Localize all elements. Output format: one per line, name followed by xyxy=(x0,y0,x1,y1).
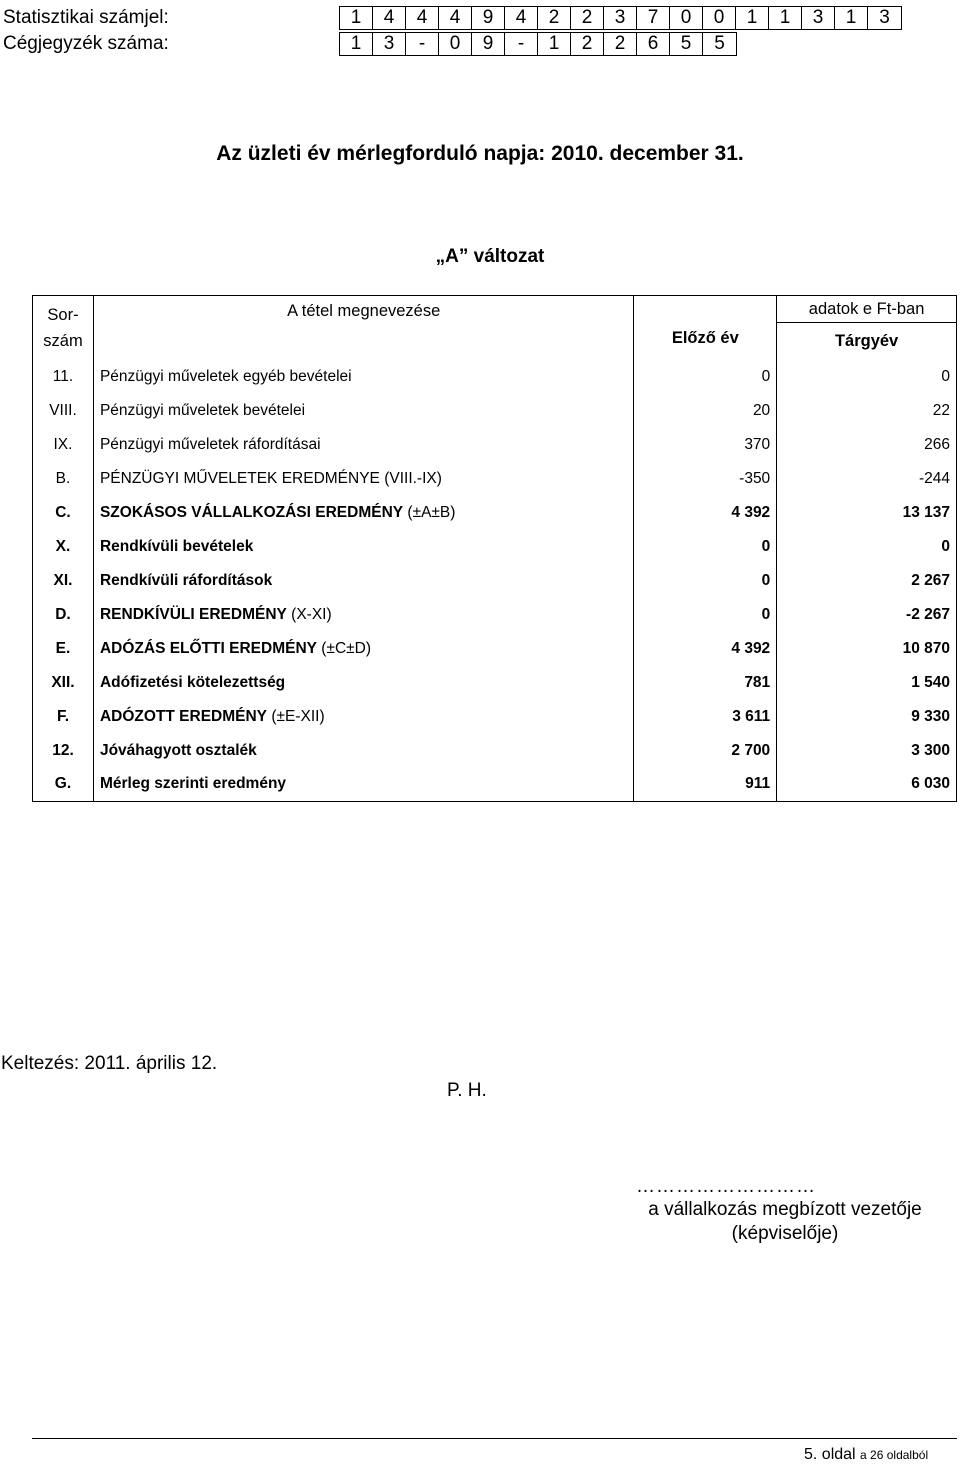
row-name-text: RENDKÍVÜLI EREDMÉNY xyxy=(99,605,287,623)
row-current-year: 13 137 xyxy=(777,496,957,530)
row-code: D. xyxy=(33,598,94,632)
row-name-text: Adófizetési kötelezettség xyxy=(99,673,286,691)
row-code: 12. xyxy=(33,734,94,768)
row-name xyxy=(93,700,633,734)
stat-digit-cell: 9 xyxy=(472,7,505,29)
row-previous-year: 20 xyxy=(634,394,777,428)
row-name xyxy=(93,768,633,802)
row-current-year: 6 030 xyxy=(777,768,957,802)
ceg-label: Cégjegyzék száma: xyxy=(3,33,169,54)
ceg-digit-cell: - xyxy=(505,33,538,55)
row-previous-year: 0 xyxy=(634,598,777,632)
table-row xyxy=(33,564,957,598)
table-row xyxy=(33,700,957,734)
row-previous-year: -350 xyxy=(634,462,777,496)
row-name-text: Pénzügyi műveletek egyéb bevételei xyxy=(99,367,352,385)
ceg-digit-cell: 2 xyxy=(604,33,637,55)
stamp-placeholder: P. H. xyxy=(447,1080,487,1101)
ceg-digit-cell: 5 xyxy=(670,33,703,55)
table-row xyxy=(33,462,957,496)
stat-digit-cell: 7 xyxy=(637,7,670,29)
row-previous-year: 2 700 xyxy=(634,734,777,768)
row-current-year: 1 540 xyxy=(777,666,957,700)
signature-dots: ……………………… xyxy=(636,1176,816,1197)
stat-digit-cell: 1 xyxy=(835,7,868,29)
row-code: 11. xyxy=(33,360,94,394)
row-previous-year: 3 611 xyxy=(634,700,777,734)
row-current-year: 0 xyxy=(777,530,957,564)
table-row xyxy=(33,360,957,394)
stat-digit-cell: 4 xyxy=(505,7,538,29)
header-sor: Sor- xyxy=(47,305,79,324)
row-current-year: 2 267 xyxy=(777,564,957,598)
row-name-text: SZOKÁSOS VÁLLALKOZÁSI EREDMÉNY xyxy=(99,503,404,521)
table-row xyxy=(33,428,957,462)
stat-digit-cell: 4 xyxy=(439,7,472,29)
stat-digit-cell: 1 xyxy=(736,7,769,29)
row-name-text: ADÓZÁS ELŐTTI EREDMÉNY xyxy=(99,639,317,657)
row-name-text: Jóváhagyott osztalék xyxy=(99,741,257,759)
table-row xyxy=(33,496,957,530)
row-name xyxy=(93,666,633,700)
ceg-digit-cell: 5 xyxy=(714,33,725,54)
stat-digit-cell: 2 xyxy=(571,7,604,29)
ceg-number-grid xyxy=(339,32,737,56)
stat-digit-cell: 4 xyxy=(373,7,406,29)
row-previous-year: 0 xyxy=(634,564,777,598)
row-previous-year: 370 xyxy=(634,428,777,462)
row-name-formula: (±E-XII) xyxy=(271,707,325,725)
row-code: VIII. xyxy=(33,394,94,428)
header-szam: szám xyxy=(43,331,83,350)
row-current-year: 266 xyxy=(777,428,957,462)
row-name-formula: (±C±D) xyxy=(321,639,372,657)
row-code: E. xyxy=(33,632,94,666)
ceg-digit-cell: 3 xyxy=(373,33,406,55)
header-item-name: A tétel megnevezése xyxy=(93,296,633,360)
row-name-text: Rendkívüli bevételek xyxy=(99,537,254,555)
row-name xyxy=(93,360,633,394)
header-previous-year: Előző év xyxy=(634,296,777,360)
row-name-formula: (VIII.-IX) xyxy=(384,469,442,487)
stat-label: Statisztikai számjel: xyxy=(3,7,169,28)
row-code: B. xyxy=(33,462,94,496)
row-name-formula: (X-XI) xyxy=(291,605,332,623)
page-number xyxy=(804,1446,928,1464)
row-current-year: -244 xyxy=(777,462,957,496)
table-row xyxy=(33,768,957,802)
row-current-year: 10 870 xyxy=(777,632,957,666)
ceg-digit-cell: 9 xyxy=(472,33,505,55)
stat-digit-cell: 3 xyxy=(802,7,835,29)
row-name xyxy=(93,598,633,632)
stat-number-grid xyxy=(339,6,902,30)
row-name xyxy=(93,496,633,530)
header-sorszam xyxy=(33,296,94,360)
row-name-formula: (±A±B) xyxy=(407,503,456,521)
ceg-digit-cell: 1 xyxy=(340,33,373,55)
row-name-text: ADÓZOTT EREDMÉNY xyxy=(99,707,268,725)
row-name xyxy=(93,462,633,496)
row-name xyxy=(93,428,633,462)
row-previous-year: 0 xyxy=(634,530,777,564)
header-current-year-cell xyxy=(777,296,957,360)
row-previous-year: 0 xyxy=(634,360,777,394)
stat-digit-cell: 4 xyxy=(406,7,439,29)
stat-digit-cell: 1 xyxy=(340,7,373,29)
row-name-text: PÉNZÜGYI MŰVELETEK EREDMÉNYE xyxy=(99,469,380,487)
row-code: F. xyxy=(33,700,94,734)
footer-divider xyxy=(32,1438,957,1439)
ceg-digit-cell: 1 xyxy=(538,33,571,55)
table-row xyxy=(33,632,957,666)
signatory-subtitle: (képviselője) xyxy=(731,1223,839,1244)
units-label: adatok e Ft-ban xyxy=(777,296,956,323)
row-code: C. xyxy=(33,496,94,530)
table-row xyxy=(33,394,957,428)
stat-digit-cell: 0 xyxy=(703,7,736,29)
stat-digit-cell: 0 xyxy=(670,7,703,29)
row-current-year: 9 330 xyxy=(777,700,957,734)
date-line: Keltezés: 2011. április 12. xyxy=(1,1053,218,1074)
row-name xyxy=(93,394,633,428)
row-code: XI. xyxy=(33,564,94,598)
row-code: G. xyxy=(33,768,94,802)
row-name-text: Rendkívüli ráfordítások xyxy=(99,571,273,589)
page-total: a 26 oldalból xyxy=(860,1448,929,1462)
row-name xyxy=(93,564,633,598)
header-current-year: Tárgyév xyxy=(834,332,899,350)
stat-digit-cell: 1 xyxy=(769,7,802,29)
row-name-text: Pénzügyi műveletek bevételei xyxy=(99,401,306,419)
signatory-title: a vállalkozás megbízott vezetője xyxy=(648,1199,922,1220)
stat-digit-cell: 3 xyxy=(879,7,890,28)
row-name xyxy=(93,632,633,666)
ceg-digit-cell: 2 xyxy=(571,33,604,55)
page-title: Az üzleti év mérlegforduló napja: 2010. december 31. xyxy=(216,142,744,165)
row-name-text: Mérleg szerinti eredmény xyxy=(99,775,287,793)
row-previous-year: 4 392 xyxy=(634,496,777,530)
row-current-year: 3 300 xyxy=(777,734,957,768)
stat-digit-cell: 2 xyxy=(538,7,571,29)
table-row xyxy=(33,734,957,768)
row-code: X. xyxy=(33,530,94,564)
row-code: XII. xyxy=(33,666,94,700)
row-name xyxy=(93,530,633,564)
page-current: 5. oldal xyxy=(804,1446,856,1463)
financial-table xyxy=(32,295,957,802)
row-previous-year: 781 xyxy=(634,666,777,700)
table-row xyxy=(33,666,957,700)
row-previous-year: 911 xyxy=(634,768,777,802)
row-previous-year: 4 392 xyxy=(634,632,777,666)
row-current-year: 0 xyxy=(777,360,957,394)
row-current-year: 22 xyxy=(777,394,957,428)
table-header-row xyxy=(33,296,957,360)
row-name xyxy=(93,734,633,768)
stat-digit-cell: 3 xyxy=(604,7,637,29)
ceg-digit-cell: 0 xyxy=(439,33,472,55)
ceg-digit-cell: - xyxy=(406,33,439,55)
row-code: IX. xyxy=(33,428,94,462)
table-row xyxy=(33,530,957,564)
variant-title: „A” változat xyxy=(435,246,545,267)
row-name-text: Pénzügyi műveletek ráfordításai xyxy=(99,435,321,453)
ceg-digit-cell: 6 xyxy=(637,33,670,55)
table-row xyxy=(33,598,957,632)
row-current-year: -2 267 xyxy=(777,598,957,632)
